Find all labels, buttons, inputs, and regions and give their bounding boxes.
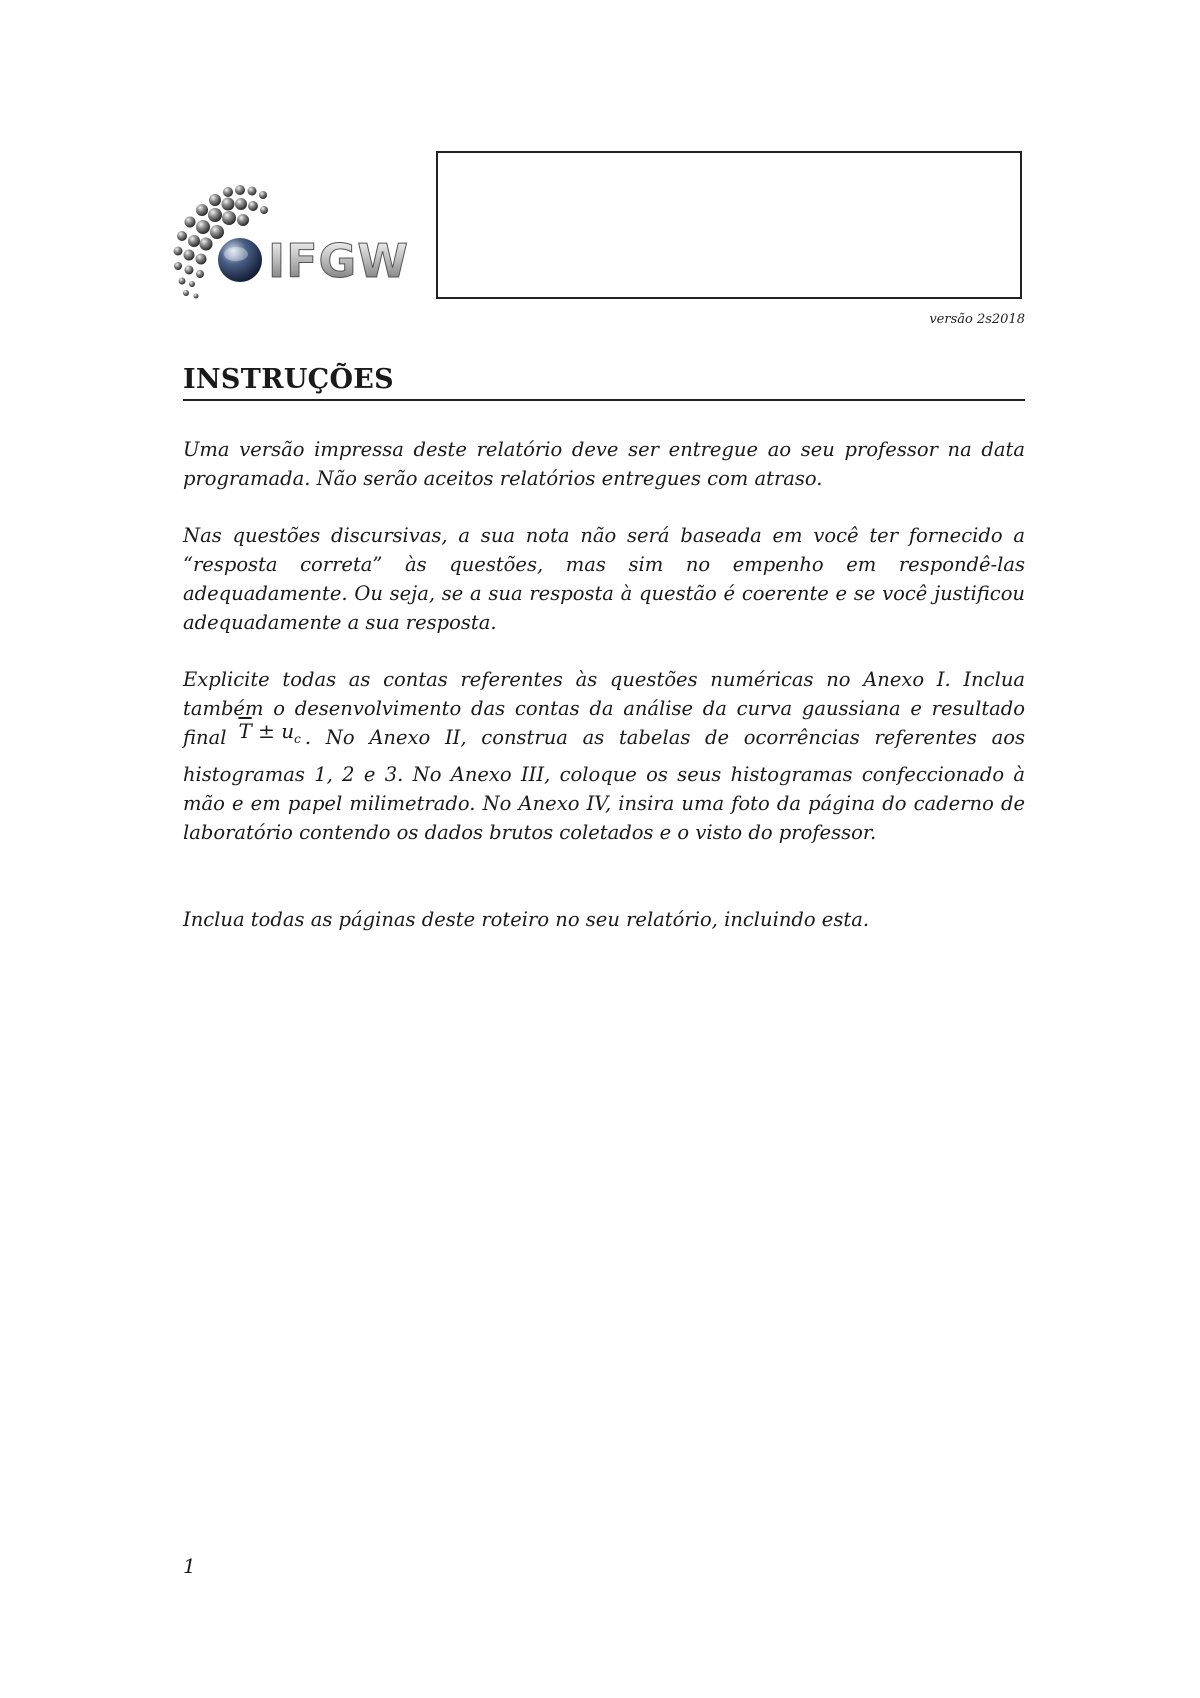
instruction-paragraph-1: Uma versão impressa deste relatório deve ser entregue ao seu professor na data programada. Não serão aceitos relatórios entregues com atraso. [183,438,1025,490]
instruction-paragraph-4: Inclua todas as páginas deste roteiro no seu relatório, incluindo esta. [183,908,870,931]
page-title: INSTRUÇÕES [183,364,1025,401]
logo-text: IFGW [268,234,410,288]
result-formula [238,717,300,754]
version-label: versão 2s2018 [929,312,1025,327]
formula-subscript: c [294,732,301,746]
instruction-paragraph-2: Nas questões discursivas, a sua nota não será baseada em você ter fornecido a “resposta correta” às questões, mas sim no empenho em respondê-las adequadamente. Ou seja, se a sua resposta à questão é coerente e se você justificou adequadamente a sua resposta. [183,524,1025,634]
paragraph-3-text-before: Explicite todas as contas referentes às questões numéricas no Anexo I. Inclua também o desenvolvimento das contas da análise da curva gaussiana e resultado final [183,668,1025,749]
header-info-box [436,151,1022,299]
formula-mean-symbol: $\overline{T}$ [238,719,252,743]
formula-plus-minus: ± u [251,719,295,743]
ifgw-logo [170,180,430,305]
paragraph-3-text-after: . No Anexo II, construa as tabelas de ocorrências referentes aos histogramas 1, 2 e 3. No Anexo III, coloque os seus histogramas confeccionado à mão e em papel milimetrado. No Anexo IV, insira uma foto da página do caderno de laboratório contendo os dados brutos coletados e o visto do professor. [183,726,1025,844]
instruction-paragraph-3 [183,665,1025,847]
page-number: 1 [183,1554,196,1578]
instructions-body [183,435,1025,962]
